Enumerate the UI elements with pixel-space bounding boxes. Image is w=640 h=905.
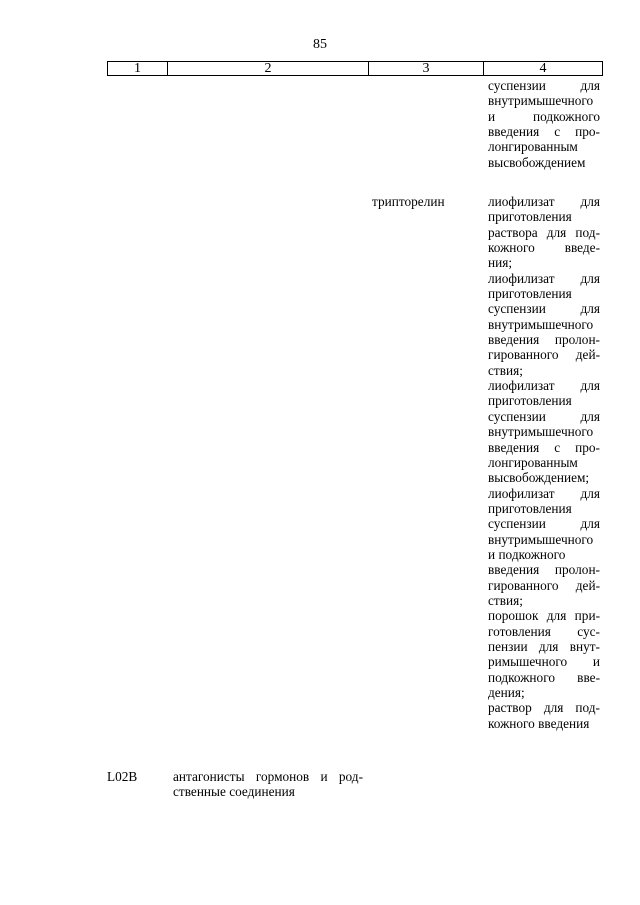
- dosage-form-line: готовления сус-: [488, 623, 600, 639]
- atc-code-l02b: L02B: [107, 769, 138, 784]
- dosage-form-line: подкожного вве-: [488, 669, 600, 685]
- header-col-4: 4: [484, 62, 603, 76]
- dosage-form-line: ствия;: [488, 592, 523, 608]
- continued-dosage-forms: [488, 78, 600, 170]
- dosage-form-line: внутримышечного: [488, 93, 594, 109]
- header-col-2: 2: [168, 62, 369, 76]
- dosage-form-line: лонгированным: [488, 454, 578, 470]
- dosage-form-line: раствор для под-: [488, 700, 600, 716]
- drug-name-triptorelin: трипторелин: [372, 194, 445, 209]
- dosage-form-line: римышечного и: [488, 654, 600, 670]
- group-name-line: ственные соединения: [173, 784, 295, 800]
- triptorelin-dosage-forms: [488, 194, 600, 731]
- dosage-form-line: лиофилизат для: [488, 485, 600, 501]
- dosage-form-line: дения;: [488, 685, 525, 700]
- dosage-form-line: кожного введе-: [488, 240, 600, 256]
- dosage-form-line: и подкожного: [488, 108, 600, 124]
- dosage-form-line: раствора для под-: [488, 224, 600, 240]
- dosage-form-line: лиофилизат для: [488, 270, 600, 286]
- dosage-form-line: приготовления: [488, 500, 572, 516]
- dosage-form-line: приготовления: [488, 209, 572, 225]
- dosage-form-line: ния;: [488, 255, 513, 271]
- dosage-form-line: введения с про-: [488, 124, 600, 140]
- dosage-form-line: суспензии для: [488, 408, 600, 424]
- dosage-form-line: порошок для при-: [488, 608, 600, 624]
- dosage-form-line: внутримышечного: [488, 531, 594, 547]
- dosage-form-line: гированного дей-: [488, 347, 600, 363]
- dosage-form-line: кожного введения: [488, 715, 590, 731]
- dosage-form-line: суспензии для: [488, 301, 600, 317]
- dosage-form-line: приготовления: [488, 286, 572, 302]
- header-col-1: 1: [108, 62, 168, 76]
- dosage-form-line: приготовления: [488, 393, 572, 409]
- atc-group-name-l02b: [173, 769, 363, 800]
- group-name-line: антагонисты гормонов и род-: [173, 769, 363, 784]
- dosage-form-line: и подкожного: [488, 546, 566, 562]
- dosage-form-line: ствия;: [488, 362, 523, 378]
- header-col-3: 3: [369, 62, 484, 76]
- dosage-form-line: высвобождением: [488, 154, 586, 170]
- dosage-form-line: пензии для внут-: [488, 638, 600, 654]
- dosage-form-line: введения с про-: [488, 439, 600, 455]
- table-header-row: [108, 62, 603, 76]
- page-number: 85: [313, 37, 327, 52]
- dosage-form-line: введения пролон-: [488, 332, 600, 348]
- table-header: [107, 61, 603, 76]
- dosage-form-line: суспензии для: [488, 78, 600, 93]
- dosage-form-line: суспензии для: [488, 516, 600, 532]
- dosage-form-line: лиофилизат для: [488, 194, 600, 209]
- dosage-form-line: внутримышечного: [488, 316, 594, 332]
- dosage-form-line: лиофилизат для: [488, 378, 600, 394]
- dosage-form-line: гированного дей-: [488, 577, 600, 593]
- dosage-form-line: введения пролон-: [488, 562, 600, 578]
- dosage-form-line: лонгированным: [488, 139, 578, 155]
- dosage-form-line: высвобождением;: [488, 470, 590, 486]
- dosage-form-line: внутримышечного: [488, 424, 594, 440]
